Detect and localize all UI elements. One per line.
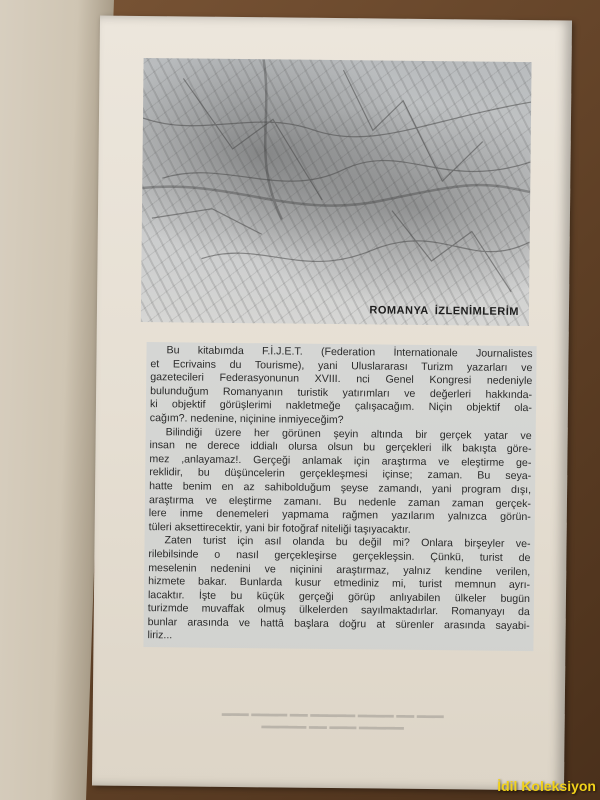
text-line: tüleri aksettirecektir, yani bir fotoğraf niteliği taşıyacaktır. <box>148 520 411 536</box>
text-line: cağım?. nedenine, niçinine inmiyeceğim? <box>149 412 344 427</box>
text-line: liriz... <box>147 629 173 642</box>
text-line: et Ecrivains du Tourisme), yani Uluslararası Turizm yazarları ve <box>150 357 533 374</box>
text-line: turizmde muvaffak olmuş ülkelerden sayılmaktadırlar. Romanyayı da <box>147 602 530 619</box>
landscape-photo <box>141 58 532 326</box>
chapter-heading <box>369 304 519 318</box>
text-line: hizmete bakar. Bunlarda kusur etmediniz mi, turist memnun ayrı- <box>148 575 531 592</box>
paragraph-2 <box>149 426 532 539</box>
text-line: rilebilsinde o nasıl gerçekleşirse gerçekleşsin. Çünkü, turist de <box>148 547 531 564</box>
heading-word-2: İZLENİMLERİM <box>434 305 520 318</box>
text-line: meselenin nedenini ve niçinini araştırmaz, yalnız kendine verilen, <box>148 561 531 578</box>
show-through-line: ▬▬▬▬▬ ▬▬▬ ▬▬ ▬▬▬▬▬ <box>261 720 404 732</box>
text-line: insan ne derece iddialı olursa olsun bu gerçekleri ilk bakışta göre- <box>149 439 532 456</box>
text-line: Bu kitabımda F.İ.J.E.T. (Federation İnternationale Journalistes <box>166 344 533 361</box>
text-line: ki objektif görüşlerimi nakletmeğe çalışacağım. Niçin objektif ola- <box>149 398 533 415</box>
book-page <box>92 16 572 791</box>
text-line: hatte benim en az sahibolduğum şeyse zamandı, yani program dışı, <box>149 480 532 497</box>
text-line: lere inme denemeleri yapmama rağmen yazılarım yalnızca görün- <box>148 507 531 524</box>
show-through-text <box>153 706 513 734</box>
text-line: gazetecileri Federasyonunun XVIII. nci Genel Kongresi nedeniyle <box>150 371 533 388</box>
show-through-line: ▬▬▬ ▬▬ ▬▬▬▬ ▬▬▬▬▬ ▬▬ ▬▬▬▬ ▬▬▬ <box>221 707 444 721</box>
text-line: araştırma ve eleştirme zamanı. Bu nedenle zaman zaman gerçek- <box>148 493 532 510</box>
collection-watermark: İdil Koleksiyon <box>497 778 596 794</box>
heading-word-1: ROMANYA <box>369 304 429 318</box>
text-line: Bilindiği üzere her görünen şeyin altında bir gerçek yatar ve <box>165 425 532 442</box>
text-line: reklidir, bu düşüncelerin gerçekleşmesi içinse; zaman. Bu seya- <box>149 466 532 483</box>
text-line: bulunduğum Romanyanın turistik yatırımları ve değerleri hakkında- <box>150 384 533 401</box>
text-line: lacaktır. İşte bu küçük gerçeği görüp anlıyabilen ülkeler bugün <box>147 588 531 605</box>
paragraph-3 <box>147 534 530 647</box>
body-text <box>143 342 536 651</box>
paragraph-1 <box>150 344 533 430</box>
text-line: mez ,anlayamaz!. Gerçeği anlamak için araştırma ve eleştirme ge- <box>149 452 532 469</box>
text-line: bunlar arasında ve hattâ başlara doğru at sürenler arasında sayabi- <box>147 615 530 632</box>
text-line: Zaten turist için asıl olanda bu değil mi? Onlara birşeyler ve- <box>164 534 531 551</box>
tree-branches-illustration <box>141 58 532 326</box>
